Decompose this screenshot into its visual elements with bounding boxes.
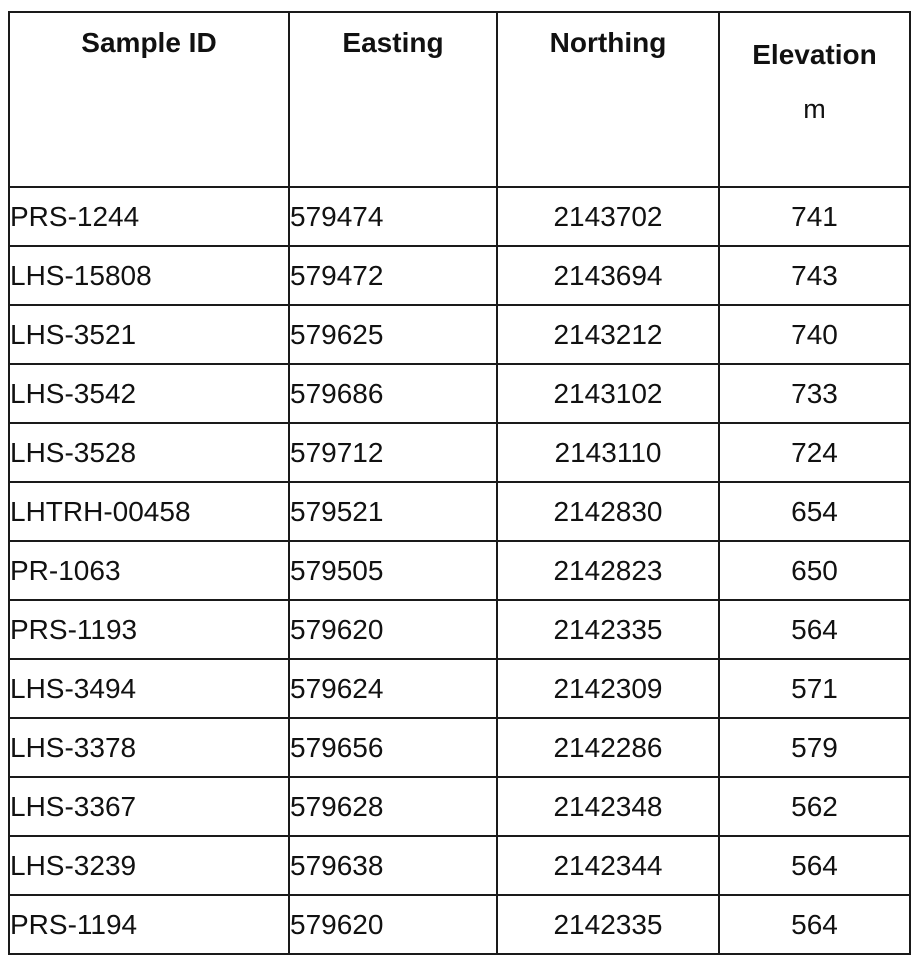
header-easting-label: Easting	[342, 27, 444, 58]
header-row	[9, 12, 910, 187]
cell-elevation: 654	[719, 482, 910, 541]
cell-sample-id: LHS-15808	[9, 246, 289, 305]
table-header	[9, 12, 910, 187]
cell-northing: 2142348	[497, 777, 719, 836]
table-row	[9, 659, 910, 718]
cell-elevation: 562	[719, 777, 910, 836]
cell-northing: 2142823	[497, 541, 719, 600]
cell-easting: 579624	[289, 659, 497, 718]
cell-easting: 579625	[289, 305, 497, 364]
cell-easting: 579472	[289, 246, 497, 305]
header-northing	[497, 12, 719, 187]
cell-easting: 579521	[289, 482, 497, 541]
cell-northing: 2142335	[497, 600, 719, 659]
table-row	[9, 364, 910, 423]
cell-easting: 579620	[289, 600, 497, 659]
cell-northing: 2142286	[497, 718, 719, 777]
table-row	[9, 836, 910, 895]
cell-elevation: 650	[719, 541, 910, 600]
cell-sample-id: LHTRH-00458	[9, 482, 289, 541]
cell-easting: 579656	[289, 718, 497, 777]
cell-easting: 579638	[289, 836, 497, 895]
table-row	[9, 482, 910, 541]
table-row	[9, 423, 910, 482]
cell-sample-id: LHS-3528	[9, 423, 289, 482]
table-row	[9, 187, 910, 246]
cell-elevation: 571	[719, 659, 910, 718]
table-body	[9, 187, 910, 954]
cell-elevation: 740	[719, 305, 910, 364]
cell-sample-id: LHS-3239	[9, 836, 289, 895]
table-row	[9, 718, 910, 777]
cell-sample-id: PR-1063	[9, 541, 289, 600]
cell-northing: 2142344	[497, 836, 719, 895]
table-row	[9, 305, 910, 364]
cell-elevation: 579	[719, 718, 910, 777]
cell-elevation: 733	[719, 364, 910, 423]
cell-sample-id: LHS-3521	[9, 305, 289, 364]
cell-elevation: 741	[719, 187, 910, 246]
cell-elevation: 743	[719, 246, 910, 305]
cell-northing: 2142335	[497, 895, 719, 954]
cell-sample-id: LHS-3378	[9, 718, 289, 777]
cell-sample-id: PRS-1244	[9, 187, 289, 246]
header-northing-label: Northing	[549, 27, 667, 58]
cell-easting: 579474	[289, 187, 497, 246]
sample-coordinates-table	[8, 11, 911, 955]
header-elevation-label: Elevation	[752, 39, 877, 70]
cell-elevation: 564	[719, 836, 910, 895]
table-row	[9, 246, 910, 305]
cell-easting: 579686	[289, 364, 497, 423]
cell-elevation: 564	[719, 600, 910, 659]
cell-northing: 2142309	[497, 659, 719, 718]
cell-sample-id: PRS-1194	[9, 895, 289, 954]
header-sample-id	[9, 12, 289, 187]
cell-elevation: 724	[719, 423, 910, 482]
cell-northing: 2143102	[497, 364, 719, 423]
cell-northing: 2142830	[497, 482, 719, 541]
cell-northing: 2143110	[497, 423, 719, 482]
cell-elevation: 564	[719, 895, 910, 954]
header-sample-id-label: Sample ID	[81, 27, 217, 58]
cell-easting: 579505	[289, 541, 497, 600]
cell-northing: 2143212	[497, 305, 719, 364]
cell-sample-id: LHS-3494	[9, 659, 289, 718]
table-row	[9, 777, 910, 836]
header-easting	[289, 12, 497, 187]
cell-easting: 579712	[289, 423, 497, 482]
header-elevation-unit: m	[803, 94, 826, 124]
table-row	[9, 541, 910, 600]
header-elevation	[719, 12, 910, 187]
cell-northing: 2143694	[497, 246, 719, 305]
cell-easting: 579620	[289, 895, 497, 954]
cell-northing: 2143702	[497, 187, 719, 246]
cell-sample-id: LHS-3367	[9, 777, 289, 836]
cell-sample-id: LHS-3542	[9, 364, 289, 423]
cell-easting: 579628	[289, 777, 497, 836]
table-row	[9, 600, 910, 659]
cell-sample-id: PRS-1193	[9, 600, 289, 659]
table-row	[9, 895, 910, 954]
